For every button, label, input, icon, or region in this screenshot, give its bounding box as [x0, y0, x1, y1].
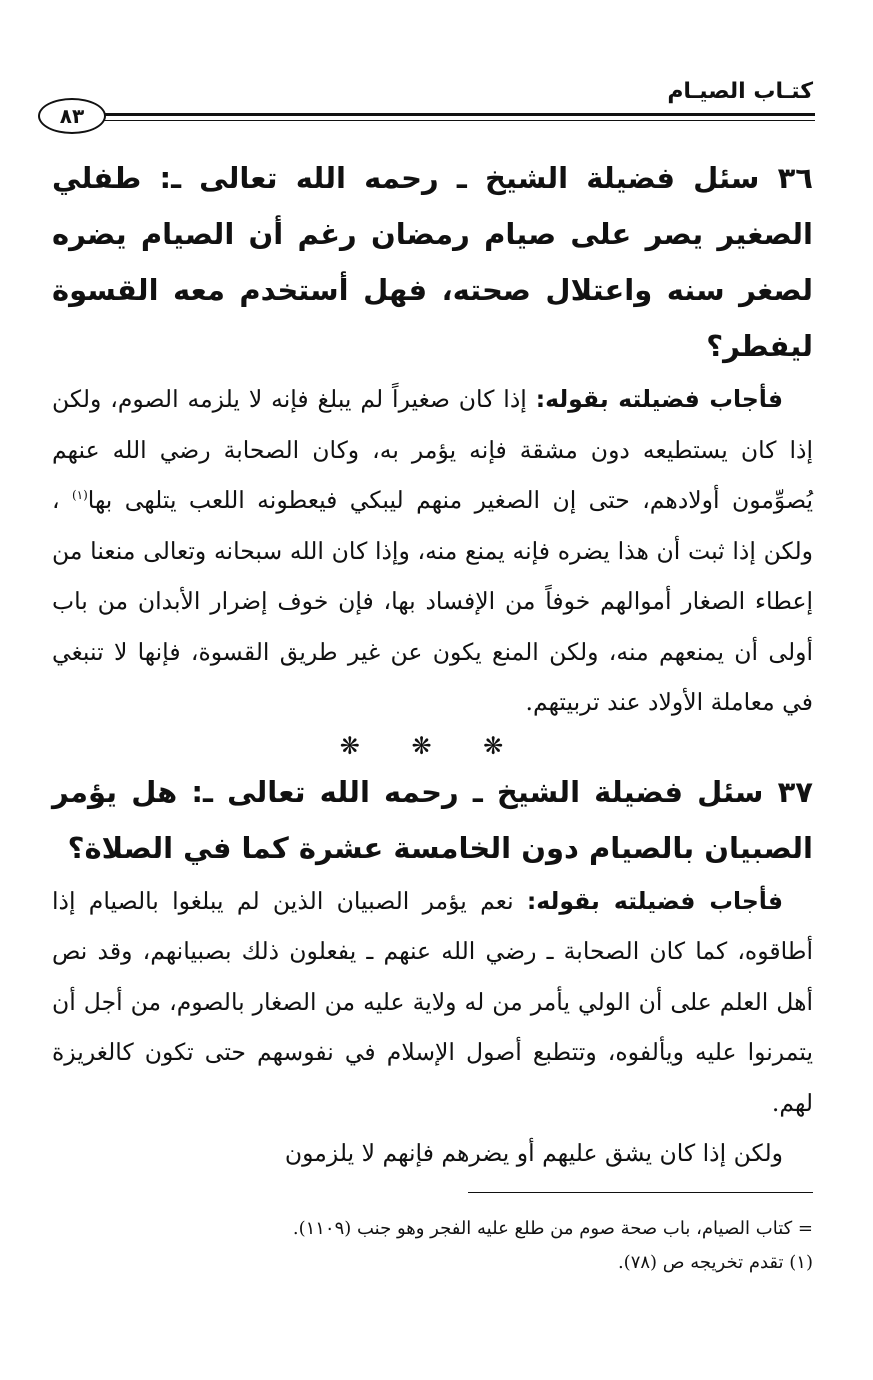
page-content [52, 150, 813, 1179]
answer-36-text-part1: إذا كان صغيراً لم يبلغ فإنه لا يلزمه الصوم، ولكن إذا كان يستطيعه دون مشقة فإنه يؤمر به، وكان الصحابة رضي الله عنهم يُصوِّمون أولادهم، حتى إن الصغير منهم ليبكي فيعطونه اللعب يتلهى بها [52, 385, 813, 514]
answer-37-text: نعم يؤمر الصبيان الذين لم يبلغوا بالصيام إذا أطاقوه، كما كان الصحابة ـ رضي الله عنهم ـ يفعلون ذلك بصبيانهم، وقد نص أهل العلم على أن الولي يأمر من له ولاية عليه من الصغار بالصوم، من أجل أن يتمرنوا عليه ويألفوه، وتتطبع أصول الإسلام في نفوسهم حتى تكون كالغريزة لهم. [52, 886, 813, 1117]
section-separator: ❋ ❋ ❋ [339, 731, 526, 760]
answer-36-text-part2: ، ولكن إذا ثبت أن هذا يضره فإنه يمنع منه، وإذا كان الله سبحانه وتعالى منعنا من إعطاء الصغار أموالهم خوفاً من الإفساد بها، فإن خوف إضرار الأبدان من باب أولى أن يمنعهم منه، ولكن المنع يكون عن غير طريق القسوة، فإنها لا تنبغي في معاملة الأولاد عند تربيتهم. [52, 486, 813, 716]
answer-37 [52, 876, 813, 1129]
answer-37-continuation [52, 1128, 813, 1179]
running-title: كتـاب الصيـام [667, 79, 813, 104]
footnote-1: (١) تقدم تخريجه ص (٧٨). [617, 1252, 813, 1273]
question-36-heading: ٣٦ سئل فضيلة الشيخ ـ رحمه الله تعالى ـ: طفلي الصغير يصر على صيام رمضان رغم أن الصيام يضره لصغر سنه واعتلال صحته، فهل أستخدم معه القسوة ليفطر؟ [52, 161, 813, 363]
footnotes [60, 1212, 813, 1280]
footnote-marker: (١) [71, 488, 88, 503]
footnote-rule [468, 1192, 813, 1193]
page-number: ٨٣ [38, 98, 106, 134]
answer-37-lead: فأجاب فضيلته بقوله: [526, 886, 783, 915]
answer-36-lead: فأجاب فضيلته بقوله: [535, 385, 783, 413]
answer-36 [52, 374, 813, 728]
footnote-continued: = كتاب الصيام، باب صحة صوم من طلع عليه الفجر وهو جنب (١١٠٩). [292, 1218, 813, 1239]
question-37-heading: ٣٧ سئل فضيلة الشيخ ـ رحمه الله تعالى ـ: هل يؤمر الصبيان بالصيام دون الخامسة عشرة كما في الصلاة؟ [52, 774, 813, 865]
header-rule-thin [100, 120, 815, 121]
answer-37-continuation-text: ولكن إذا كان يشق عليهم أو يضرهم فإنهم لا يلزمون [284, 1139, 783, 1167]
header-rule [100, 113, 815, 116]
